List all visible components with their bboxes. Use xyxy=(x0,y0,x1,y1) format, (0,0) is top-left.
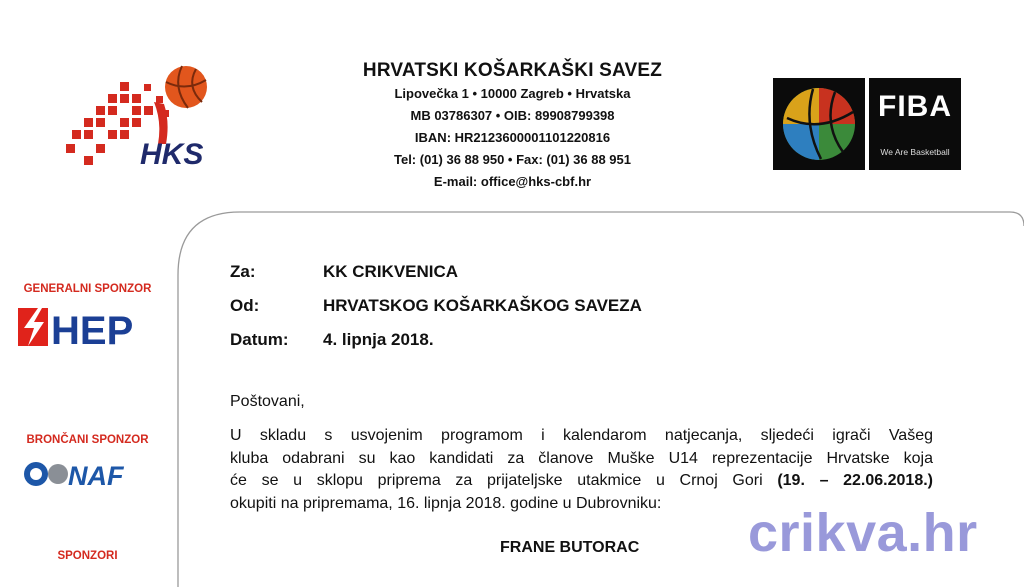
org-mb-oib: MB 03786307 • OIB: 89908799398 xyxy=(410,108,615,123)
date-label: Datum: xyxy=(230,330,289,349)
body-line xyxy=(230,470,933,493)
hep-logo xyxy=(18,306,148,355)
hep-logo-text: HEP xyxy=(51,309,134,350)
naf-logo-text: NAF xyxy=(68,461,124,491)
org-phone-fax: Tel: (01) 36 88 950 • Fax: (01) 36 88 951 xyxy=(393,152,631,167)
naf-logo xyxy=(22,458,142,497)
to-value: KK CRIKVENICA xyxy=(323,262,459,281)
body-line: kluba odabrani su kao kandidati za članove Muške U14 reprezentacije Hrvatske koja xyxy=(230,449,933,467)
org-iban: IBAN: HR2123600001101220816 xyxy=(414,130,611,145)
greeting: Poštovani, xyxy=(230,393,305,410)
fiba-ball-logo xyxy=(773,78,865,170)
general-sponsor-label: GENERALNI SPONZOR xyxy=(23,283,152,295)
from-label: Od: xyxy=(230,296,260,315)
hks-logo-text: HKS xyxy=(140,138,204,171)
bronze-sponsor-label: BRONČANI SPONZOR xyxy=(26,434,149,446)
fiba-wordmark xyxy=(869,78,961,170)
player-name: FRANE BUTORAC xyxy=(500,539,640,556)
org-name: HRVATSKI KOŠARKAŠKI SAVEZ xyxy=(362,60,663,81)
body-line: okupiti na pripremama, 16. lipnja 2018. godine u Dubrovniku: xyxy=(230,494,662,512)
body-line-text: će se u sklopu priprema za prijateljske utakmice u Crnoj Gori xyxy=(230,472,763,490)
to-label: Za: xyxy=(230,262,256,281)
fiba-tagline: We Are Basketball xyxy=(880,147,950,157)
from-value: HRVATSKOG KOŠARKAŠKOG SAVEZA xyxy=(323,296,642,315)
date-value: 4. lipnja 2018. xyxy=(323,330,434,349)
watermark: crikva.hr xyxy=(748,503,978,563)
trip-dates: (19. – 22.06.2018.) xyxy=(777,472,933,490)
fiba-text: FIBA xyxy=(878,90,952,123)
org-email: E-mail: office@hks-cbf.hr xyxy=(433,174,592,189)
sponsors-label: SPONZORI xyxy=(57,550,118,562)
hks-logo xyxy=(62,62,272,177)
body-line: U skladu s usvojenim programom i kalendarom natjecanja, sljedeći igrači Vašeg xyxy=(230,427,933,444)
org-address: Lipovečka 1 • 10000 Zagreb • Hrvatska xyxy=(394,86,631,101)
